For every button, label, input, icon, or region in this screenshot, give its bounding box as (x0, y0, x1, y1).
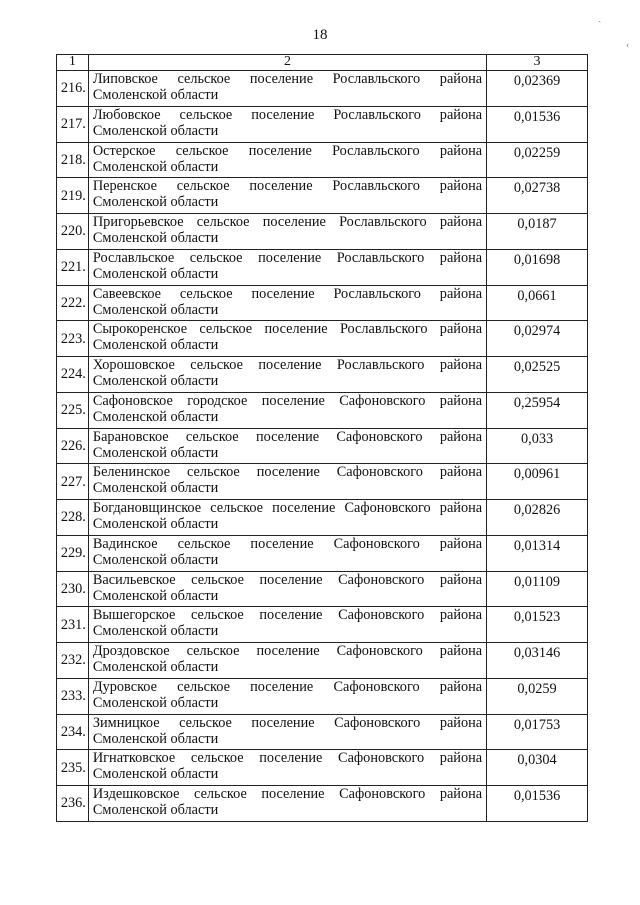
coefficient-value-cell: 0,03146 (487, 643, 588, 679)
row-number-cell: 225. (57, 392, 89, 428)
row-number-cell: 232. (57, 643, 89, 679)
settlement-name-cell: Васильевское сельское поселение Сафоновского района Смоленской области (88, 571, 486, 607)
settlement-name-cell: Любовское сельское поселение Рославльского района Смоленской области (88, 106, 486, 142)
coefficient-value-cell: 0,02525 (487, 357, 588, 393)
row-number-cell: 230. (57, 571, 89, 607)
coefficient-value-cell: 0,25954 (487, 392, 588, 428)
settlement-name-cell: Рославльское сельское поселение Рославльского района Смоленской области (88, 249, 486, 285)
row-number-cell: 234. (57, 714, 89, 750)
settlement-name-cell: Дроздовское сельское поселение Сафоновского района Смоленской области (88, 643, 486, 679)
table-row (57, 464, 588, 500)
settlement-name-cell: Игнатковское сельское поселение Сафоновского района Смоленской области (88, 750, 486, 786)
column-header-name: 2 (88, 55, 486, 71)
coefficient-value-cell: 0,02738 (487, 178, 588, 214)
table-row (57, 786, 588, 822)
coefficient-value-cell: 0,02369 (487, 71, 588, 107)
settlement-name-cell: Перенское сельское поселение Рославльского района Смоленской области (88, 178, 486, 214)
coefficient-value-cell: 0,02259 (487, 142, 588, 178)
table-row (57, 750, 588, 786)
settlement-name-cell: Вышегорское сельское поселение Сафоновского района Смоленской области (88, 607, 486, 643)
coefficient-value-cell: 0,0304 (487, 750, 588, 786)
settlement-name-cell: Вадинское сельское поселение Сафоновского района Смоленской области (88, 535, 486, 571)
settlement-name-cell: Сырокоренское сельское поселение Рославльского района Смоленской области (88, 321, 486, 357)
coefficient-value-cell: 0,02974 (487, 321, 588, 357)
row-number-cell: 216. (57, 71, 89, 107)
table-row (57, 142, 588, 178)
table-row (57, 500, 588, 536)
scan-edge-mark: ‹ (626, 40, 630, 51)
table-row (57, 106, 588, 142)
settlement-name-cell: Беленинское сельское поселение Сафоновского района Смоленской области (88, 464, 486, 500)
coefficient-value-cell: 0,01314 (487, 535, 588, 571)
row-number-cell: 221. (57, 249, 89, 285)
page-number: 18 (312, 27, 328, 43)
row-number-cell: 223. (57, 321, 89, 357)
coefficient-value-cell: 0,033 (487, 428, 588, 464)
settlement-name-cell: Остерское сельское поселение Рославльского района Смоленской области (88, 142, 486, 178)
row-number-cell: 228. (57, 500, 89, 536)
row-number-cell: 222. (57, 285, 89, 321)
coefficient-value-cell: 0,01536 (487, 786, 588, 822)
settlement-name-cell: Барановское сельское поселение Сафоновского района Смоленской области (88, 428, 486, 464)
row-number-cell: 233. (57, 678, 89, 714)
settlement-name-cell: Богдановщинское сельское поселение Сафоновского района Смоленской области (88, 500, 486, 536)
row-number-cell: 235. (57, 750, 89, 786)
column-header-number: 1 (57, 55, 89, 71)
table-body (57, 71, 588, 822)
table-row (57, 357, 588, 393)
table-row (57, 678, 588, 714)
coefficient-value-cell: 0,01536 (487, 106, 588, 142)
row-number-cell: 229. (57, 535, 89, 571)
column-header-value: 3 (487, 55, 588, 71)
row-number-cell: 236. (57, 786, 89, 822)
coefficient-value-cell: 0,01523 (487, 607, 588, 643)
table-header-row (57, 55, 588, 71)
row-number-cell: 220. (57, 214, 89, 250)
table-row (57, 428, 588, 464)
table-row (57, 71, 588, 107)
coefficient-value-cell: 0,0661 (487, 285, 588, 321)
coefficient-value-cell: 0,01109 (487, 571, 588, 607)
row-number-cell: 226. (57, 428, 89, 464)
settlement-name-cell: Пригорьевское сельское поселение Рославльского района Смоленской области (88, 214, 486, 250)
table-row (57, 714, 588, 750)
coefficient-value-cell: 0,01753 (487, 714, 588, 750)
table-row (57, 643, 588, 679)
settlement-name-cell: Издешковское сельское поселение Сафоновского района Смоленской области (88, 786, 486, 822)
row-number-cell: 219. (57, 178, 89, 214)
table-row (57, 249, 588, 285)
municipality-table (56, 54, 588, 822)
coefficient-value-cell: 0,00961 (487, 464, 588, 500)
row-number-cell: 227. (57, 464, 89, 500)
table-row (57, 392, 588, 428)
row-number-cell: 218. (57, 142, 89, 178)
coefficient-value-cell: 0,02826 (487, 500, 588, 536)
coefficient-value-cell: 0,0259 (487, 678, 588, 714)
settlement-name-cell: Дуровское сельское поселение Сафоновского района Смоленской области (88, 678, 486, 714)
table-row (57, 607, 588, 643)
table-row (57, 285, 588, 321)
row-number-cell: 224. (57, 357, 89, 393)
table-row (57, 535, 588, 571)
settlement-name-cell: Сафоновское городское поселение Сафоновского района Смоленской области (88, 392, 486, 428)
table-row (57, 571, 588, 607)
scan-speck-mark: ˎ (598, 12, 602, 23)
settlement-name-cell: Липовское сельское поселение Рославльского района Смоленской области (88, 71, 486, 107)
settlement-name-cell: Хорошовское сельское поселение Рославльского района Смоленской области (88, 357, 486, 393)
coefficient-value-cell: 0,01698 (487, 249, 588, 285)
coefficient-value-cell: 0,0187 (487, 214, 588, 250)
settlement-name-cell: Зимницкое сельское поселение Сафоновского района Смоленской области (88, 714, 486, 750)
table-row (57, 321, 588, 357)
table-row (57, 214, 588, 250)
row-number-cell: 217. (57, 106, 89, 142)
settlement-name-cell: Савеевское сельское поселение Рославльского района Смоленской области (88, 285, 486, 321)
row-number-cell: 231. (57, 607, 89, 643)
table-row (57, 178, 588, 214)
